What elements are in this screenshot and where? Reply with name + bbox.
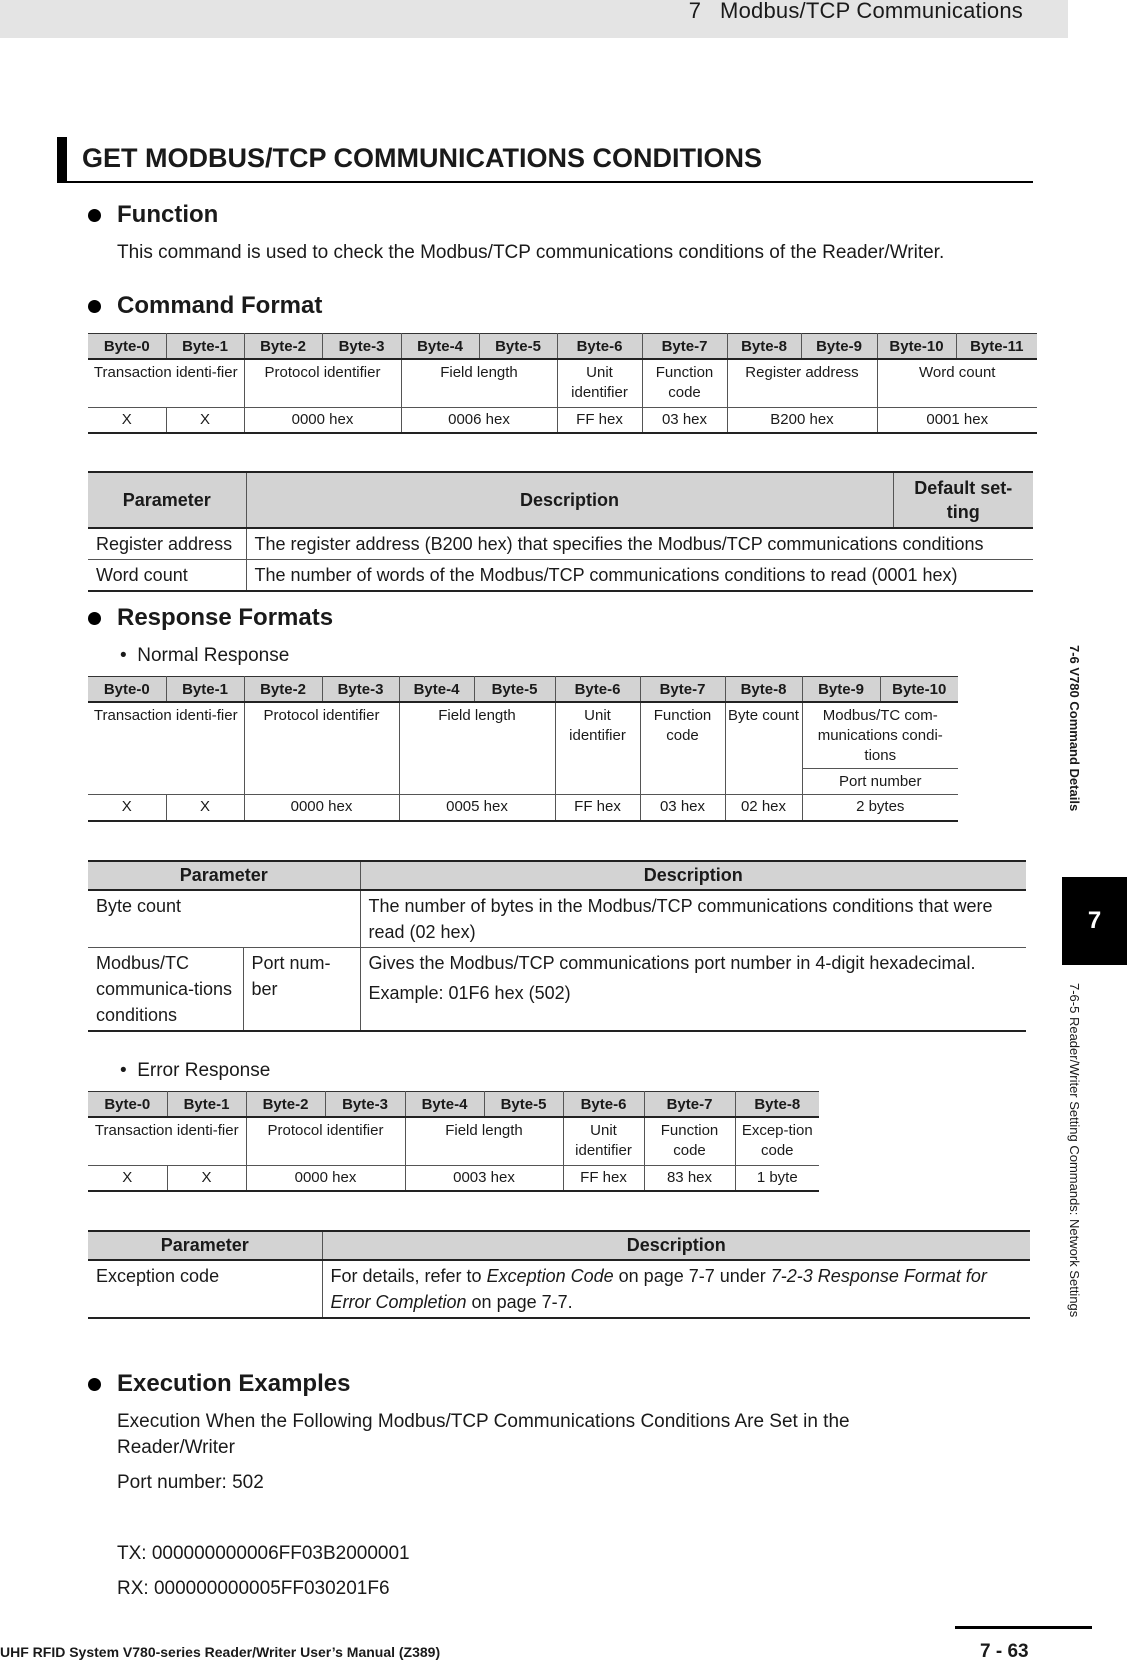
byte-header: Byte-7: [644, 1092, 735, 1118]
value-cell: B200 hex: [727, 407, 877, 433]
value-cell: 1 byte: [735, 1165, 819, 1191]
byte-header: Byte-10: [880, 677, 958, 703]
normal-response-table: [88, 676, 958, 822]
byte-header: Byte-2: [244, 677, 322, 703]
table-header-row: [88, 861, 1026, 890]
command-parameter-table: [88, 471, 1033, 592]
byte-header: Byte-6: [557, 334, 642, 360]
table-row: [88, 890, 1026, 948]
table-row: [88, 528, 1033, 560]
command-format-table: [88, 333, 1037, 434]
desc-cell: The number of words of the Modbus/TCP communications conditions to read (0001 hex): [246, 560, 1033, 592]
field-name-row: [88, 1117, 819, 1165]
example-tx: TX: 000000000006FF03B2000001: [117, 1543, 410, 1564]
error-response-label: • Error Response: [120, 1060, 271, 1081]
value-cell: X: [166, 795, 244, 821]
desc-line: Example: 01F6 hex (502): [368, 983, 571, 1003]
response-format-reference: 7-2-3 Response Format for Error Completion: [330, 1266, 987, 1312]
value-cell: X: [88, 407, 166, 433]
field-cell: Port number: [802, 769, 958, 795]
value-cell: 0006 hex: [401, 407, 557, 433]
value-row: [88, 1165, 819, 1191]
byte-header: Byte-3: [325, 1092, 405, 1118]
byte-header: Byte-5: [484, 1092, 563, 1118]
table-row: [88, 948, 1026, 1032]
footer-rule: [955, 1626, 1092, 1629]
value-row: [88, 795, 958, 821]
field-cell: Byte count: [725, 702, 802, 795]
byte-header: Byte-4: [405, 1092, 484, 1118]
column-header: Description: [246, 472, 893, 528]
value-cell: FF hex: [563, 1165, 644, 1191]
field-cell: Function code: [640, 702, 725, 795]
field-cell: Field length: [405, 1117, 563, 1165]
table-header-row: [88, 472, 1033, 528]
byte-header: Byte-11: [956, 334, 1037, 360]
value-cell: FF hex: [557, 407, 642, 433]
field-cell: Field length: [401, 359, 557, 407]
byte-header: Byte-4: [401, 334, 479, 360]
byte-header-row: [88, 1092, 819, 1118]
field-cell: Unit identifier: [555, 702, 640, 795]
desc-cell: [360, 948, 1026, 1032]
example-description: Execution When the Following Modbus/TCP Communications Conditions Are Set in the Reader/Writer: [117, 1411, 850, 1458]
field-cell: Function code: [642, 359, 727, 407]
byte-header: Byte-9: [802, 677, 880, 703]
byte-header: Byte-8: [735, 1092, 819, 1118]
function-heading: Function: [88, 201, 218, 229]
value-cell: X: [88, 1165, 167, 1191]
byte-header: Byte-0: [88, 677, 166, 703]
field-name-row: [88, 359, 1037, 407]
command-format-heading: Command Format: [88, 292, 322, 320]
value-cell: 02 hex: [725, 795, 802, 821]
value-cell: X: [167, 1165, 246, 1191]
value-row: [88, 407, 1037, 433]
byte-header: Byte-6: [555, 677, 640, 703]
example-port-number: Port number: 502: [117, 1472, 264, 1493]
footer-manual-title: UHF RFID System V780-series Reader/Writer User’s Manual (Z389): [0, 1644, 441, 1660]
byte-header: Byte-9: [801, 334, 877, 360]
field-cell: Transaction identi-fier: [88, 1117, 246, 1165]
value-cell: 0005 hex: [399, 795, 555, 821]
bullet-icon: [88, 209, 101, 222]
byte-header: Byte-8: [727, 334, 801, 360]
column-header: Description: [322, 1231, 1030, 1260]
column-header: Default set-ting: [893, 472, 1033, 528]
param-cell: Exception code: [88, 1260, 322, 1318]
column-header: Parameter: [88, 1231, 322, 1260]
byte-header: Byte-3: [322, 677, 399, 703]
field-cell: Unit identifier: [557, 359, 642, 407]
value-cell: 83 hex: [644, 1165, 735, 1191]
byte-header: Byte-5: [474, 677, 555, 703]
field-cell: Modbus/TC com-munications condi-tions: [802, 702, 958, 769]
section-title-rule: [57, 181, 1033, 183]
byte-header: Byte-0: [88, 334, 166, 360]
desc-line: Gives the Modbus/TCP communications port number in 4-digit hexadecimal.: [368, 953, 976, 973]
field-cell: Register address: [727, 359, 877, 407]
side-section-label: 7-6 V780 Command Details: [1067, 645, 1082, 812]
value-cell: 0000 hex: [244, 795, 399, 821]
column-header: Parameter: [88, 472, 246, 528]
byte-header: Byte-1: [166, 677, 244, 703]
bullet-icon: [88, 1378, 101, 1391]
byte-header: Byte-0: [88, 1092, 167, 1118]
param-cell: Modbus/TC communica-tions conditions: [88, 948, 243, 1032]
field-cell: Excep-tion code: [735, 1117, 819, 1165]
normal-response-label: • Normal Response: [120, 645, 290, 666]
field-cell: Protocol identifier: [246, 1117, 405, 1165]
param-cell: Byte count: [88, 890, 360, 948]
byte-header-row: [88, 677, 958, 703]
byte-header: Byte-4: [399, 677, 474, 703]
field-cell: Transaction identi-fier: [88, 702, 244, 795]
field-cell: Word count: [877, 359, 1037, 407]
value-cell: 0003 hex: [405, 1165, 563, 1191]
param-cell: Register address: [88, 528, 246, 560]
byte-header: Byte-2: [244, 334, 322, 360]
chapter-header-title: 7 Modbus/TCP Communications: [688, 0, 1023, 23]
exception-code-reference: Exception Code: [486, 1266, 614, 1286]
field-cell: Field length: [399, 702, 555, 795]
error-response-table: [88, 1091, 819, 1192]
field-cell: Unit identifier: [563, 1117, 644, 1165]
side-subsection-label: 7-6-5 Reader/Writer Setting Commands: Network Settings: [1067, 983, 1082, 1318]
desc-cell: For details, refer to Exception Code on page 7-7 under 7-2-3 Response Format for Error Completion on page 7-7.: [322, 1260, 1030, 1318]
bullet-icon: [88, 612, 101, 625]
byte-header: Byte-5: [479, 334, 557, 360]
value-cell: X: [88, 795, 166, 821]
page-number: 7 - 63: [980, 1641, 1029, 1662]
byte-header: Byte-8: [725, 677, 802, 703]
value-cell: 03 hex: [640, 795, 725, 821]
byte-header-row: [88, 334, 1037, 360]
value-cell: FF hex: [555, 795, 640, 821]
desc-cell: The register address (B200 hex) that specifies the Modbus/TCP communications conditions: [246, 528, 1033, 560]
bullet-icon: [88, 300, 101, 313]
byte-header: Byte-7: [642, 334, 727, 360]
column-header: Parameter: [88, 861, 360, 890]
response-parameter-table: [88, 860, 1026, 1032]
value-cell: 03 hex: [642, 407, 727, 433]
field-cell: Protocol identifier: [244, 359, 401, 407]
field-cell: Function code: [644, 1117, 735, 1165]
field-cell: Transaction identi-fier: [88, 359, 244, 407]
field-cell: Protocol identifier: [244, 702, 399, 795]
value-cell: 0000 hex: [244, 407, 401, 433]
param-cell: Word count: [88, 560, 246, 592]
table-row: [88, 1260, 1030, 1318]
execution-examples-heading: Execution Examples: [88, 1370, 350, 1398]
byte-header: Byte-1: [166, 334, 244, 360]
value-cell: X: [166, 407, 244, 433]
value-cell: 0001 hex: [877, 407, 1037, 433]
function-text: This command is used to check the Modbus/TCP communications conditions of the Reader/Writer.: [117, 242, 945, 263]
byte-header: Byte-7: [640, 677, 725, 703]
byte-header: Byte-3: [322, 334, 401, 360]
byte-header: Byte-6: [563, 1092, 644, 1118]
value-cell: 0000 hex: [246, 1165, 405, 1191]
byte-header: Byte-1: [167, 1092, 246, 1118]
table-header-row: [88, 1231, 1030, 1260]
byte-header: Byte-10: [877, 334, 956, 360]
chapter-number-tab: 7: [1062, 877, 1127, 965]
example-rx: RX: 000000000005FF030201F6: [117, 1578, 390, 1599]
table-row: [88, 560, 1033, 592]
section-title-bar: [57, 137, 67, 182]
desc-cell: The number of bytes in the Modbus/TCP communications conditions that were read (02 hex): [360, 890, 1026, 948]
response-formats-heading: Response Formats: [88, 604, 333, 632]
value-cell: 2 bytes: [802, 795, 958, 821]
byte-header: Byte-2: [246, 1092, 325, 1118]
error-parameter-table: [88, 1230, 1030, 1319]
column-header: Description: [360, 861, 1026, 890]
section-title: GET MODBUS/TCP COMMUNICATIONS CONDITIONS: [82, 143, 762, 173]
param-sub-cell: Port num-ber: [243, 948, 360, 1032]
field-name-row: [88, 702, 958, 769]
